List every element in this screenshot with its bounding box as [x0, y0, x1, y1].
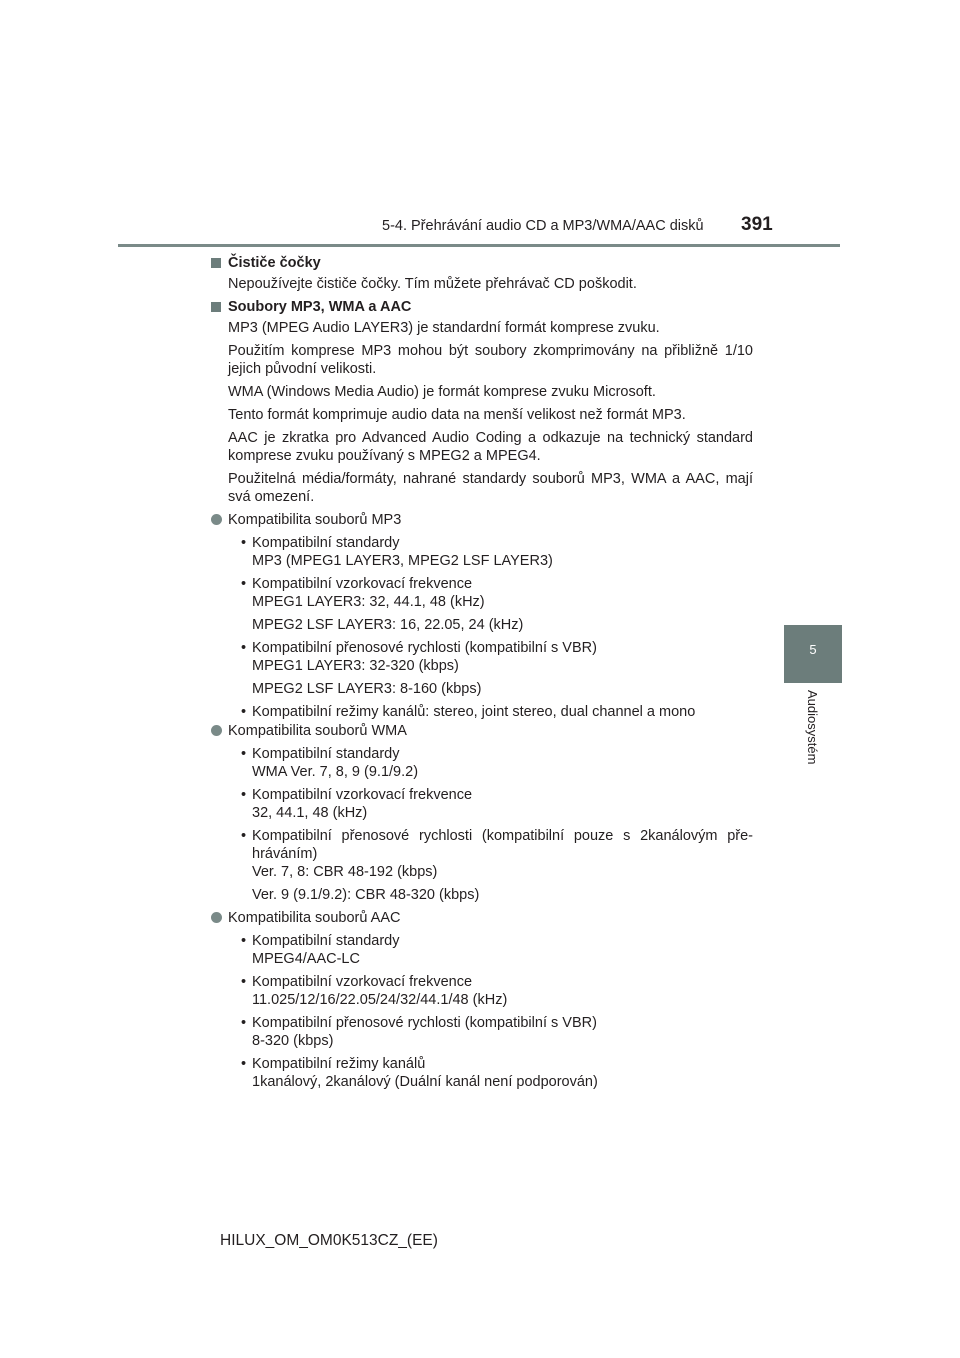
page-number: 391 — [741, 214, 773, 235]
list-item: • Kompatibilní přenosové rychlosti (kompatibilní s VBR) — [241, 1015, 597, 1031]
list-item: • Kompatibilní standardy — [241, 535, 400, 551]
document-code: HILUX_OM_OM0K513CZ_(EE) — [220, 1232, 438, 1249]
section-lens — [210, 254, 753, 293]
list-item: • Kompatibilní přenosové rychlosti (kompatibilní s VBR) — [241, 640, 597, 656]
bullet-dot-icon: • — [241, 1015, 247, 1031]
list-item-value: MP3 (MPEG1 LAYER3, MPEG2 LSF LAYER3) — [252, 553, 553, 569]
bullet-dot-icon: • — [241, 746, 247, 762]
list-item: • Kompatibilní standardy — [241, 933, 400, 949]
chapter-number: 5 — [809, 642, 817, 657]
list-item-value: 1kanálový, 2kanálový (Duální kanál není podporován) — [252, 1074, 598, 1090]
section-header: 5-4. Přehrávání audio CD a MP3/WMA/AAC disků — [382, 218, 704, 234]
list-item: • Kompatibilní režimy kanálů: stereo, joint stereo, dual channel a mono — [241, 704, 696, 720]
section-mp3 — [210, 511, 753, 721]
section-wma — [210, 722, 753, 904]
bullet-dot-icon: • — [241, 933, 247, 949]
subsection-heading: Kompatibilita souborů WMA — [210, 722, 753, 740]
list-item-value: 32, 44.1, 48 (kHz) — [252, 805, 368, 821]
bullet-dot-icon: • — [241, 704, 247, 720]
paragraph: Použitelná média/formáty, nahrané standardy souborů MP3, WMA a AAC, mají svá omezení. — [228, 471, 753, 505]
circle-bullet-icon — [211, 912, 222, 923]
subsection-heading: Kompatibilita souborů MP3 — [210, 511, 753, 529]
list-item-value: 8-320 (kbps) — [252, 1033, 334, 1049]
square-bullet-icon — [211, 302, 221, 312]
list-item: • Kompatibilní standardy — [241, 746, 400, 762]
bullet-dot-icon: • — [241, 640, 247, 656]
list-item-value: MPEG4/AAC-LC — [252, 951, 360, 967]
circle-bullet-icon — [211, 514, 222, 525]
bullet-dot-icon: • — [241, 1056, 247, 1072]
list-item: • Kompatibilní přenosové rychlosti (kompatibilní pouze s 2kanálovým pře-hráváním) — [241, 828, 753, 862]
paragraph: Použitím komprese MP3 mohou být soubory zkomprimovány na přibližně 1/10 jejich původní velikosti. — [228, 343, 753, 377]
paragraph: WMA (Windows Media Audio) je formát komprese zvuku Microsoft. — [228, 384, 656, 400]
section-aac — [210, 909, 753, 1091]
square-bullet-icon — [211, 258, 221, 268]
section-heading: Soubory MP3, WMA a AAC — [210, 298, 753, 316]
list-item: • Kompatibilní vzorkovací frekvence — [241, 787, 473, 803]
chapter-tab — [784, 625, 842, 683]
chapter-label: Audiosystém — [805, 690, 820, 765]
circle-bullet-icon — [211, 725, 222, 736]
list-item-value: MPEG1 LAYER3: 32, 44.1, 48 (kHz) — [252, 594, 485, 610]
list-item-value: MPEG1 LAYER3: 32-320 (kbps) — [252, 658, 459, 674]
list-item-value: MPEG2 LSF LAYER3: 16, 22.05, 24 (kHz) — [252, 617, 524, 633]
list-item-value: WMA Ver. 7, 8, 9 (9.1/9.2) — [252, 764, 419, 780]
list-item: • Kompatibilní režimy kanálů — [241, 1056, 426, 1072]
header-divider — [118, 244, 840, 247]
subsection-heading: Kompatibilita souborů AAC — [210, 909, 753, 927]
list-item: • Kompatibilní vzorkovací frekvence — [241, 576, 473, 592]
section-files — [210, 298, 753, 506]
paragraph: AAC je zkratka pro Advanced Audio Coding a odkazuje na technický standard komprese zvuku používaný s MPEG2 a MPEG4. — [228, 430, 753, 464]
list-item-value: Ver. 7, 8: CBR 48-192 (kbps) — [252, 864, 438, 880]
bullet-dot-icon: • — [241, 974, 247, 990]
page-content — [210, 254, 753, 1096]
bullet-dot-icon: • — [241, 828, 247, 844]
list-item-value: MPEG2 LSF LAYER3: 8-160 (kbps) — [252, 681, 482, 697]
paragraph: Tento formát komprimuje audio data na menší velikost než formát MP3. — [228, 407, 686, 423]
bullet-dot-icon: • — [241, 787, 247, 803]
paragraph: MP3 (MPEG Audio LAYER3) je standardní formát komprese zvuku. — [228, 320, 660, 336]
bullet-dot-icon: • — [241, 535, 247, 551]
bullet-dot-icon: • — [241, 576, 247, 592]
list-item: • Kompatibilní vzorkovací frekvence — [241, 974, 473, 990]
paragraph: Nepoužívejte čističe čočky. Tím můžete přehrávač CD poškodit. — [228, 276, 637, 292]
list-item-value: Ver. 9 (9.1/9.2): CBR 48-320 (kbps) — [252, 887, 480, 903]
list-item-value: 11.025/12/16/22.05/24/32/44.1/48 (kHz) — [252, 992, 508, 1008]
section-heading: Čističe čočky — [210, 254, 753, 272]
